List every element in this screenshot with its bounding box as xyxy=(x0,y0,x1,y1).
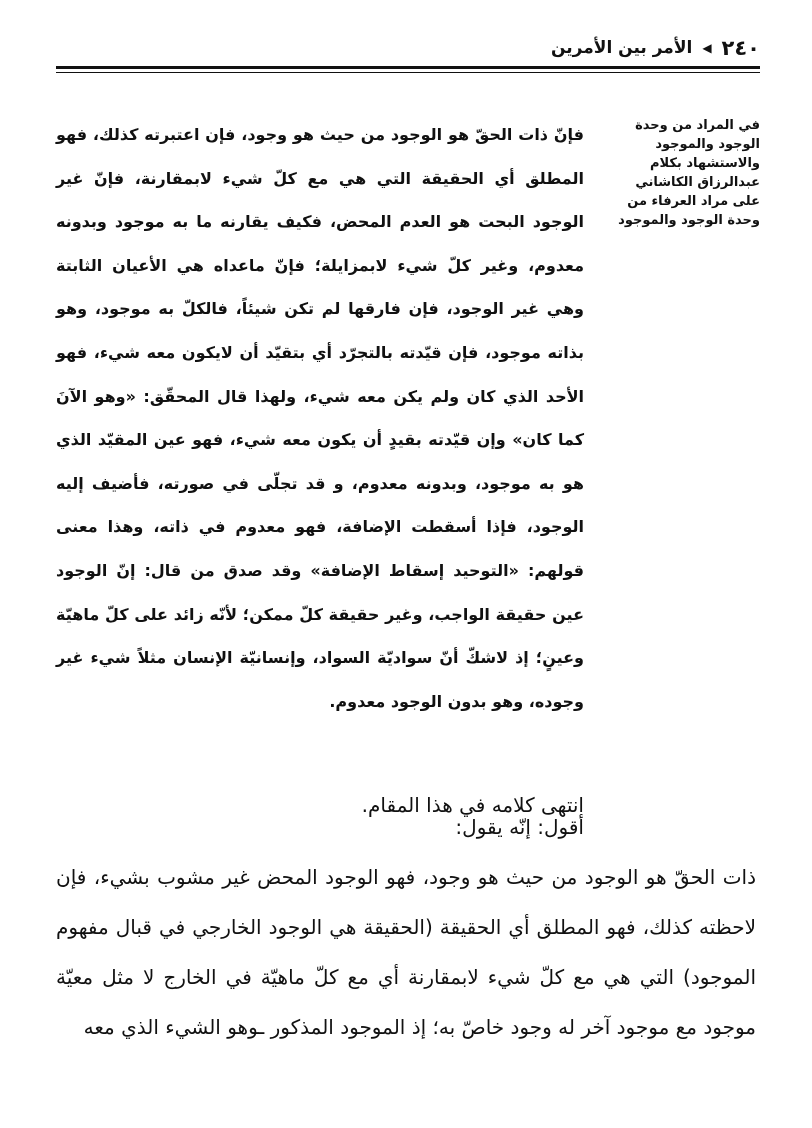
header-rule xyxy=(56,66,760,69)
triangle-marker-icon: ◀ xyxy=(702,41,712,55)
quoted-passage-text: فإنّ ذات الحقّ هو الوجود من حيث هو وجود، فإن اعتبرته كذلك، فهو المطلق أي الحقيقة التي هي مع كلّ شيء لابمقارنة، فإنّ غير الوجود البحت هو العدم المحض، فكيف يقارنه ما به موجود وبدونه معدوم، وغير كلّ شيء لابمزايلة؛ فإنّ ماعداه هي الأعيان الثابتة وهي غير الوجود، فإن فارقها لم تكن شيئاً، فالكلّ به موجود، وهو بذاته موجود، فإن قيّدته بالتجرّد أي بتقيّد أن لايكون معه شيء، فهو الأحد الذي كان ولم يكن معه شيء، ولهذا قال المحقّق: «وهو الآنَ كما كان» وإن قيّدته بقيدٍ أن يكون معه شيء، فهو عين المقيّد الذي هو به موجود، وبدونه معدوم، و قد تجلّى في صورته، فأضيف إليه الوجود، فإذا أسقطت الإضافة، فهو معدوم في ذاته، وهذا معنى قولهم: «التوحيد إسقاط الإضافة» وقد صدق من قال: إنّ الوجود عين حقيقة الواجب، وغير حقيقة كلّ ممكن؛ لأنّه زائد على كلّ ماهيّة وعينٍ؛ إذ لاشكّ أنّ سواديّة السواد، وإنسانيّة الإنسان مثلاً شيء غير وجوده، وهو بدون الوجود معدوم. xyxy=(56,125,584,711)
quote-end-line: انتهى كلامه في هذا المقام. xyxy=(361,793,584,817)
margin-note: في المراد من وحدة الوجود والموجود والاستشهاد بكلام عبدالرزاق الكاشاني على مراد العرفاء من وحدة الوجود والموجود xyxy=(618,118,760,228)
body-paragraph: ذات الحقّ هو الوجود من حيث هو وجود، فهو الوجود المحض غير مشوب بشيء، فإن لاحظته كذلك، فهو المطلق أي الحقيقة (الحقيقة هي الوجود الخارجي في قبال مفهوم الموجود) التي هي مع كلّ شيء لابمقارنة أي مع كلّ ماهيّة في الخارج لا مثل معيّة موجود مع موجود آخر له وجود خاصّ به؛ إذ الموجود المذكور ـوهو الشيء الذي معه xyxy=(56,865,756,1039)
author-comment-intro: أقول: إنّه يقول: xyxy=(455,815,584,839)
page-number: ٢٤٠ xyxy=(721,36,760,60)
header-rule-thin xyxy=(56,72,760,73)
page-header xyxy=(56,28,760,68)
quoted-passage xyxy=(56,113,584,723)
running-title: الأمر بين الأمرين xyxy=(551,38,693,58)
